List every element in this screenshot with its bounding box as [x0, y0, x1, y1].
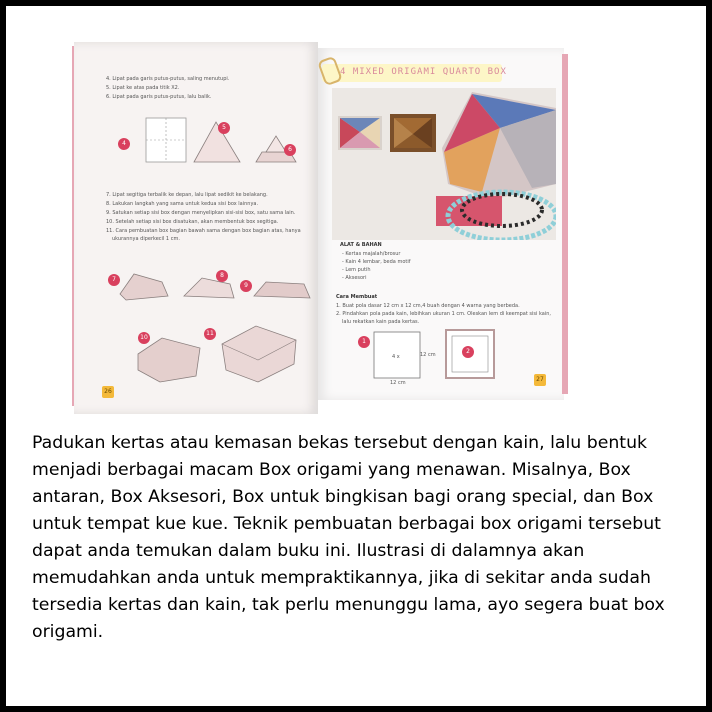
description-caption: Padukan kertas atau kemasan bekas tersebut dengan kain, lalu bentuk menjadi berbagai macam Box origami yang menawan. Misalnya, Box antaran, Box Aksesori, Box untuk bingkisan bagi orang special, dan Box untuk tempat kue kue. Teknik pembuatan berbagai box origami tersebut dapat anda temukan dalam buku ini. Ilustrasi di dalamnya akan memudahkan anda untuk mempraktikannya, jika di sekitar anda sudah tersedia kertas dan kain, tak perlu menunggu lama, ayo segera buat box origami.	[32, 433, 665, 642]
pattern-bottom-label: 12 cm	[390, 380, 406, 386]
fold-diagrams-top	[116, 116, 306, 176]
fold-diagrams-middle	[106, 264, 316, 314]
step-6-text: 6. Lipat pada garis putus-putus, lalu balik.	[106, 94, 212, 100]
step-9-text: 9. Satukan setiap sisi box dengan menyelipkan sisi-sisi box, satu sama lain.	[106, 210, 296, 216]
step-4-text: 4. Lipat pada garis putus-putus, saling menutupi.	[106, 76, 230, 82]
step-11-text-cont: ukurannya diperkecil 1 cm.	[112, 236, 180, 242]
image-frame	[6, 6, 706, 706]
right-page-edge	[562, 54, 568, 394]
material-2: - Kain 4 lembar, beda motif	[342, 259, 411, 265]
badge-4: 4	[118, 138, 130, 150]
badge-7: 7	[108, 274, 120, 286]
origami-boxes-photo	[332, 88, 556, 240]
badge-6: 6	[284, 144, 296, 156]
material-3: - Lem putih	[342, 267, 371, 273]
badge-8: 8	[216, 270, 228, 282]
method-step-2-cont: lalu rekatkan kain pada kertas.	[342, 319, 420, 325]
badge-1: 1	[358, 336, 370, 348]
badge-10: 10	[138, 332, 150, 344]
material-4: - Aksesori	[342, 275, 367, 281]
page-title: 4 MIXED ORIGAMI QUARTO BOX	[340, 67, 507, 77]
method-heading: Cara Membuat	[336, 294, 378, 300]
materials-heading: ALAT & BAHAN	[340, 242, 382, 248]
step-11-text: 11. Cara pembuatan box bagian bawah sama dengan box bagian atas, hanya	[106, 228, 301, 234]
badge-2: 2	[462, 346, 474, 358]
step-8-text: 8. Lakukan langkah yang sama untuk kedua sisi box lainnya.	[106, 201, 259, 207]
fold-diagrams-bottom	[126, 320, 316, 390]
badge-9: 9	[240, 280, 252, 292]
badge-5: 5	[218, 122, 230, 134]
pattern-side-label: 12 cm	[420, 352, 436, 358]
book-photo	[6, 6, 706, 418]
pattern-center-label: 4 x	[392, 354, 400, 360]
step-7-text: 7. Lipat segitiga terbalik ke depan, lalu lipat sedikit ke belakang.	[106, 192, 268, 198]
left-page-number: 26	[102, 386, 114, 398]
badge-11: 11	[204, 328, 216, 340]
open-book	[6, 6, 706, 418]
right-page-number: 27	[534, 374, 546, 386]
step-10-text: 10. Setelah setiap sisi box disatukan, akan membentuk box segitiga.	[106, 219, 279, 225]
step-5-text: 5. Lipat ke atas pada titik X2.	[106, 85, 180, 91]
material-1: - Kertas majalah/brosur	[342, 251, 401, 257]
method-step-2: 2. Pindahkan pola pada kain, lebihkan ukuran 1 cm. Oleskan lem di keempat sisi kain,	[336, 311, 551, 317]
method-step-1: 1. Buat pola dasar 12 cm x 12 cm,4 buah dengan 4 warna yang berbeda.	[336, 303, 520, 309]
